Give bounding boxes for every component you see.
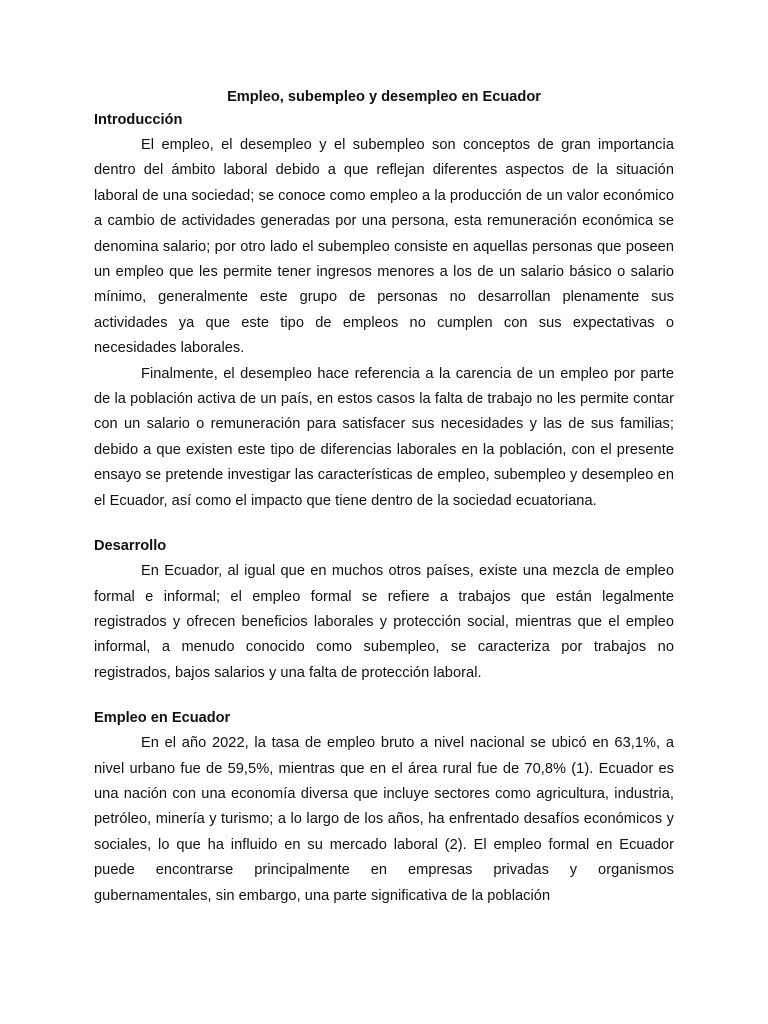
paragraph: El empleo, el desempleo y el subempleo son conceptos de gran importancia dentro del ámbito laboral debido a que reflejan diferentes aspectos de la situación laboral de una sociedad; se conoce como empleo a la producción de un valor económico a cambio de actividades generadas por una persona, esta remuneración económica se denomina salario; por otro lado el subempleo consiste en aquellas personas que poseen un empleo que les permite tener ingresos menores a los de un salario básico o salario mínimo, generalmente este grupo de personas no desarrollan plenamente sus actividades ya que este tipo de empleos no cumplen con sus expectativas o necesidades laborales. [94,137,674,357]
section-empleo-en-ecuador [94,706,674,909]
section-heading: Introducción [94,112,183,128]
document-title: Empleo, subempleo y desempleo en Ecuador [227,89,541,105]
section-introduccion [94,108,674,514]
section-heading: Empleo en Ecuador [94,710,231,727]
section-spacer [94,524,674,534]
paragraph: Finalmente, el desempleo hace referencia a la carencia de un empleo por parte de la población activa de un país, en estos casos la falta de trabajo no les permite contar con un salario o remuneración para satisfacer sus necesidades y las de sus familias; debido a que existen este tipo de diferencias laborales en la población, con el presente ensayo se pretende investigar las características de empleo, subempleo y desempleo en el Ecuador, así como el impacto que tiene dentro de la sociedad ecuatoriana. [94,365,674,509]
paragraph: En el año 2022, la tasa de empleo bruto a nivel nacional se ubicó en 63,1%, a nivel urbano fue de 59,5%, mientras que en el área rural fue de 70,8% (1). Ecuador es una nación con una economía diversa que incluye sectores como agricultura, industria, petróleo, minería y turismo; a lo largo de los años, ha enfrentado desafíos económicos y sociales, lo que ha influido en su mercado laboral (2). El empleo formal en Ecuador puede encontrarse principalmente en empresas privadas y organismos gubernamentales, sin embargo, una parte significativa de la población [94,735,674,904]
section-heading: Desarrollo [94,538,167,555]
section-desarrollo [94,534,674,686]
document-page [94,86,674,909]
paragraph: En Ecuador, al igual que en muchos otros países, existe una mezcla de empleo formal e informal; el empleo formal se refiere a trabajos que están legalmente registrados y ofrecen beneficios laborales y protección social, mientras que el empleo informal, a menudo conocido como subempleo, se caracteriza por trabajos no registrados, bajos salarios y una falta de protección laboral. [94,563,674,681]
section-spacer [94,696,674,706]
